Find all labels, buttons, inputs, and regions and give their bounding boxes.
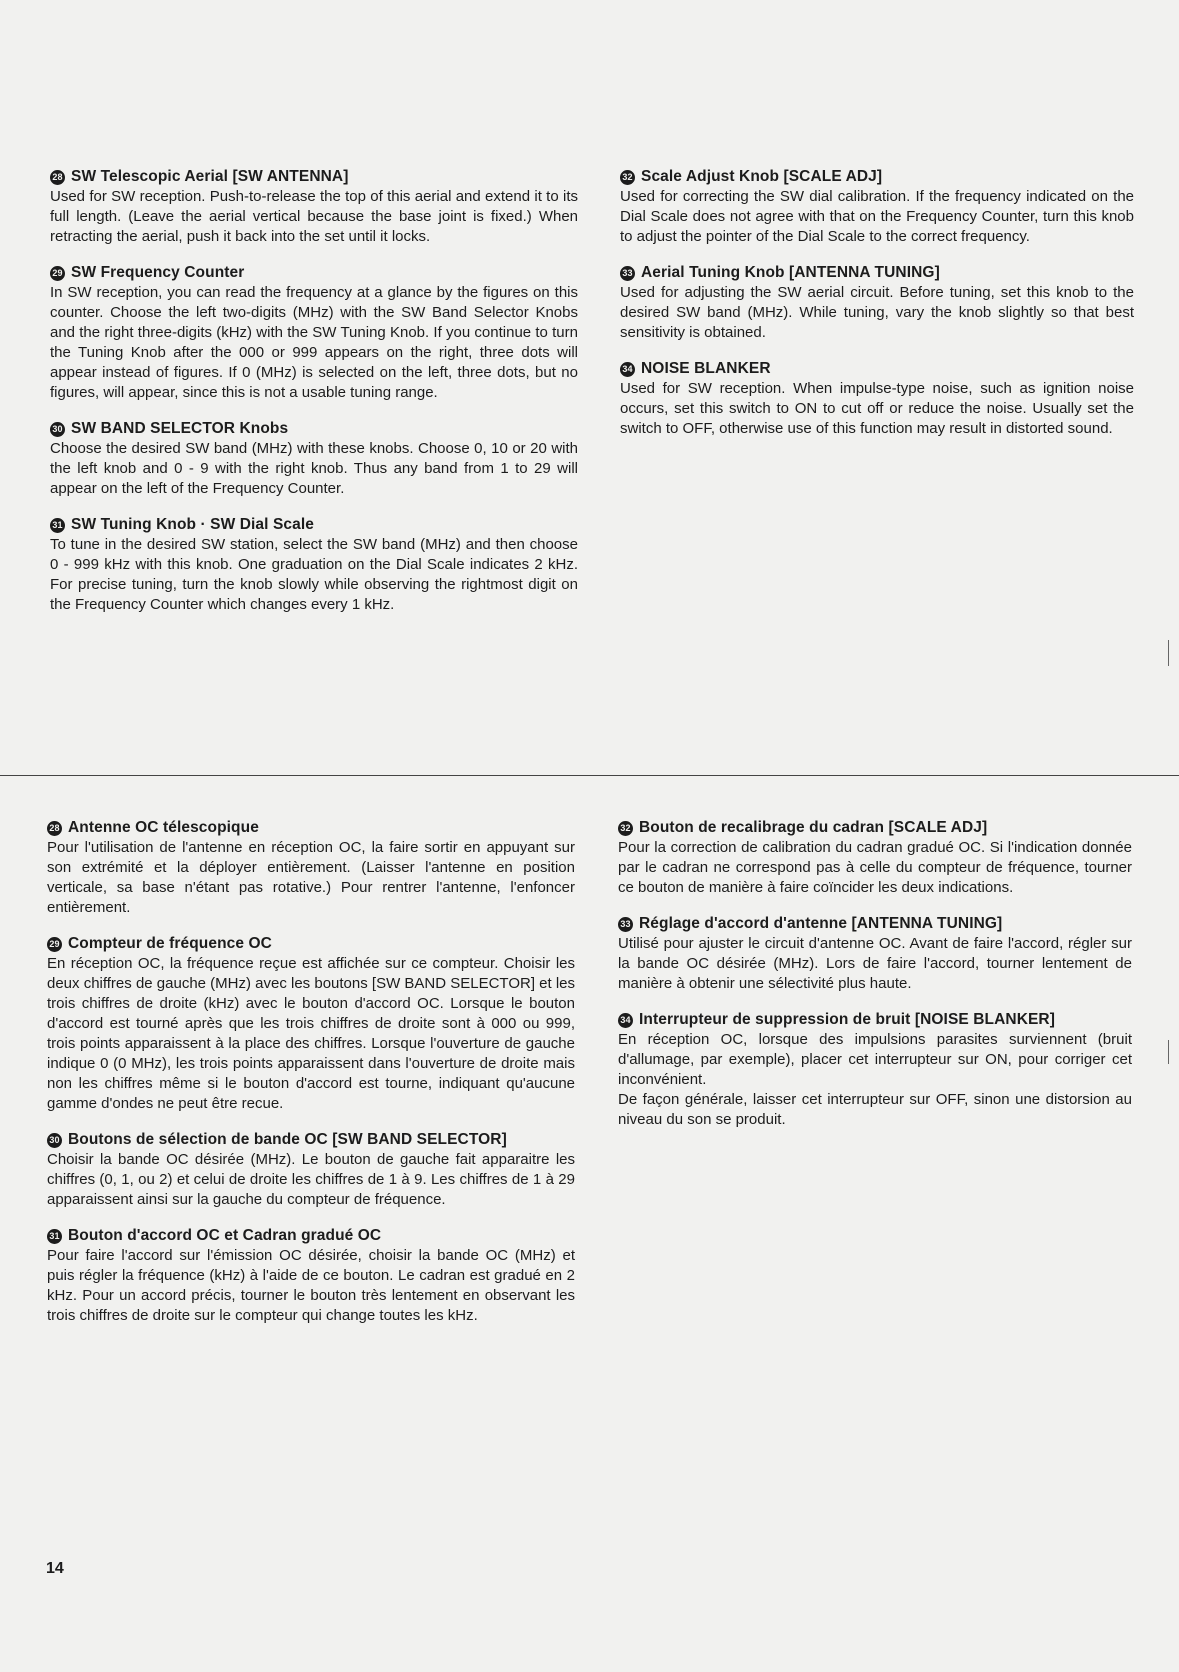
section-text: En réception OC, lorsque des impulsions parasites surviennent (bruit d'allumage, par exemple), placer cet interrupteur sur ON, pour corriger cet inconvénient. De façon générale, laisser cet interrupteur sur OFF, sinon une distorsion au niveau du son se produit. — [618, 1031, 1132, 1128]
section-title: Antenne OC télescopique — [68, 819, 259, 836]
item-number-icon: 31 — [47, 1229, 62, 1244]
section-compteur-frequence — [47, 934, 575, 1114]
section-text: Pour la correction de calibration du cadran gradué OC. Si l'indication donnée par le cadran ne correspond pas à celle du compteur de fréquence, tourner ce bouton de manière à faire coïncider les deux indications. — [618, 839, 1132, 896]
section-heading — [50, 419, 578, 439]
item-number-icon: 28 — [47, 821, 62, 836]
section-heading — [47, 1226, 575, 1246]
section-text: Pour l'utilisation de l'antenne en réception OC, la faire sortir en appuyant sur son extrémité et la déployer entièrement. (Laisser l'antenne en position verticale, sa base n'étant pas rotative.) Pour rentrer l'antenne, l'enfoncer entièrement. — [47, 839, 575, 916]
section-title: Bouton de recalibrage du cadran [SCALE ADJ] — [639, 819, 988, 836]
section-heading — [620, 359, 1134, 379]
section-scale-adjust-knob — [620, 167, 1134, 247]
section-heading — [618, 914, 1132, 934]
section-title: Boutons de sélection de bande OC [SW BAND SELECTOR] — [68, 1131, 507, 1148]
section-noise-blanker — [620, 359, 1134, 439]
item-number-icon: 29 — [47, 937, 62, 952]
section-title: SW BAND SELECTOR Knobs — [71, 420, 289, 437]
section-sw-tuning-knob — [50, 515, 578, 615]
section-heading — [47, 818, 575, 838]
section-heading — [620, 167, 1134, 187]
section-title: Scale Adjust Knob [SCALE ADJ] — [641, 168, 883, 185]
section-title: NOISE BLANKER — [641, 360, 771, 377]
item-number-icon: 33 — [620, 266, 635, 281]
item-number-icon: 28 — [50, 170, 65, 185]
section-text: Utilisé pour ajuster le circuit d'antenne OC. Avant de faire l'accord, régler sur la bande OC désirée (MHz). Lors de faire l'accord, tourner lentement de manière à obtenir une sélectivité plus haute. — [618, 935, 1132, 992]
section-title: Interrupteur de suppression de bruit [NOISE BLANKER] — [639, 1011, 1055, 1028]
section-title: SW Tuning Knob · SW Dial Scale — [71, 516, 314, 533]
page-number: 14 — [46, 1560, 64, 1577]
section-text: To tune in the desired SW station, select the SW band (MHz) and then choose 0 - 999 kHz with this knob. One graduation on the Dial Scale indicates 2 kHz. For precise tuning, turn the knob slowly while observing the rightmost digit on the Frequency Counter which changes every 1 kHz. — [50, 536, 578, 613]
section-divider — [0, 775, 1179, 776]
section-aerial-tuning-knob — [620, 263, 1134, 343]
section-heading — [50, 167, 578, 187]
french-left-column — [47, 818, 575, 1342]
section-title: Bouton d'accord OC et Cadran gradué OC — [68, 1227, 382, 1244]
item-number-icon: 32 — [620, 170, 635, 185]
section-title: Compteur de fréquence OC — [68, 935, 272, 952]
section-heading — [47, 1130, 575, 1150]
english-right-column — [620, 167, 1134, 455]
section-antenne-oc — [47, 818, 575, 918]
section-bouton-accord — [47, 1226, 575, 1326]
item-number-icon: 34 — [618, 1013, 633, 1028]
margin-mark — [1168, 640, 1169, 666]
section-text: Choisir la bande OC désirée (MHz). Le bouton de gauche fait apparaitre les chiffres (0, 1, ou 2) et celui de droite les chiffres de 1 à 9. Les chiffres de 1 à 29 apparaissent ainsi sur la gauche du compteur de fréquence. — [47, 1151, 575, 1208]
section-sw-frequency-counter — [50, 263, 578, 403]
section-reglage-accord-antenne — [618, 914, 1132, 994]
section-heading — [50, 515, 578, 535]
section-title: Aerial Tuning Knob [ANTENNA TUNING] — [641, 264, 940, 281]
section-text: En réception OC, la fréquence reçue est affichée sur ce compteur. Choisir les deux chiffres de gauche (MHz) avec les boutons [SW BAND SELECTOR] et les trois chiffres de droite (kHz) avec le bouton d'accord OC. Lorsque le bouton d'accord est tourné après que les trois chiffres de droite sont à 000 ou 999, trois points apparaissent à la place des chiffres. Lorsque l'ouverture de gauche indique 0 (0 MHz), les trois points apparaissent dans l'ouverture de droite mais non les chiffres même si le bouton d'accord est tourne, indiquant qu'aucune gamme d'ondes ne peut être recue. — [47, 955, 576, 1112]
item-number-icon: 34 — [620, 362, 635, 377]
item-number-icon: 30 — [47, 1133, 62, 1148]
section-title: SW Telescopic Aerial [SW ANTENNA] — [71, 168, 349, 185]
section-text: Used for SW reception. Push-to-release the top of this aerial and extend it to its full length. (Leave the aerial vertical because the base joint is fixed.) When retracting the aerial, push it back into the set until it locks. — [50, 188, 578, 245]
section-interrupteur-bruit — [618, 1010, 1132, 1130]
section-text: Used for SW reception. When impulse-type noise, such as ignition noise occurs, set this switch to ON to cut off or reduce the noise. Usually set the switch to OFF, otherwise use of this function may result in distorted sound. — [620, 380, 1134, 437]
section-sw-telescopic-aerial — [50, 167, 578, 247]
section-heading — [620, 263, 1134, 283]
section-bouton-recalibrage — [618, 818, 1132, 898]
item-number-icon: 33 — [618, 917, 633, 932]
section-heading — [50, 263, 578, 283]
section-text: Choose the desired SW band (MHz) with these knobs. Choose 0, 10 or 20 with the left knob and 0 - 9 with the right knob. Thus any band from 1 to 29 will appear on the left of the Frequency Counter. — [50, 440, 578, 497]
section-title: SW Frequency Counter — [71, 264, 245, 281]
section-heading — [47, 934, 575, 954]
item-number-icon: 30 — [50, 422, 65, 437]
section-boutons-selection-bande — [47, 1130, 575, 1210]
english-left-column — [50, 167, 578, 631]
section-sw-band-selector — [50, 419, 578, 499]
section-text: Used for adjusting the SW aerial circuit. Before tuning, set this knob to the desired SW band (MHz). While tuning, vary the knob slightly so that best sensitivity is obtained. — [620, 284, 1134, 341]
section-text: In SW reception, you can read the frequency at a glance by the figures on this counter. Choose the left two-digits (MHz) with the SW Band Selector Knobs and the right three-digits (kHz) with the SW Tuning Knob. If you continue to turn the Tuning Knob after the 000 or 999 appears on the right, three dots will appear instead of figures. If 0 (MHz) is selected on the left, three dots, but no figures, will appear, since this is not a usable tuning range. — [50, 284, 578, 401]
french-right-column — [618, 818, 1132, 1146]
section-heading — [618, 1010, 1132, 1030]
section-heading — [618, 818, 1132, 838]
margin-mark — [1168, 1040, 1169, 1064]
item-number-icon: 29 — [50, 266, 65, 281]
section-title: Réglage d'accord d'antenne [ANTENNA TUNING] — [639, 915, 1003, 932]
section-text: Used for correcting the SW dial calibration. If the frequency indicated on the Dial Scale does not agree with that on the Frequency Counter, turn this knob to adjust the pointer of the Dial Scale to the correct frequency. — [620, 188, 1134, 245]
item-number-icon: 31 — [50, 518, 65, 533]
item-number-icon: 32 — [618, 821, 633, 836]
section-text: Pour faire l'accord sur l'émission OC désirée, choisir la bande OC (MHz) et puis régler la fréquence (kHz) à l'aide de ce bouton. Le cadran est gradué en 2 kHz. Pour un accord précis, tourner le bouton très lentement en observant les trois chiffres de droite sur le compteur qui change toutes les kHz. — [47, 1247, 575, 1324]
